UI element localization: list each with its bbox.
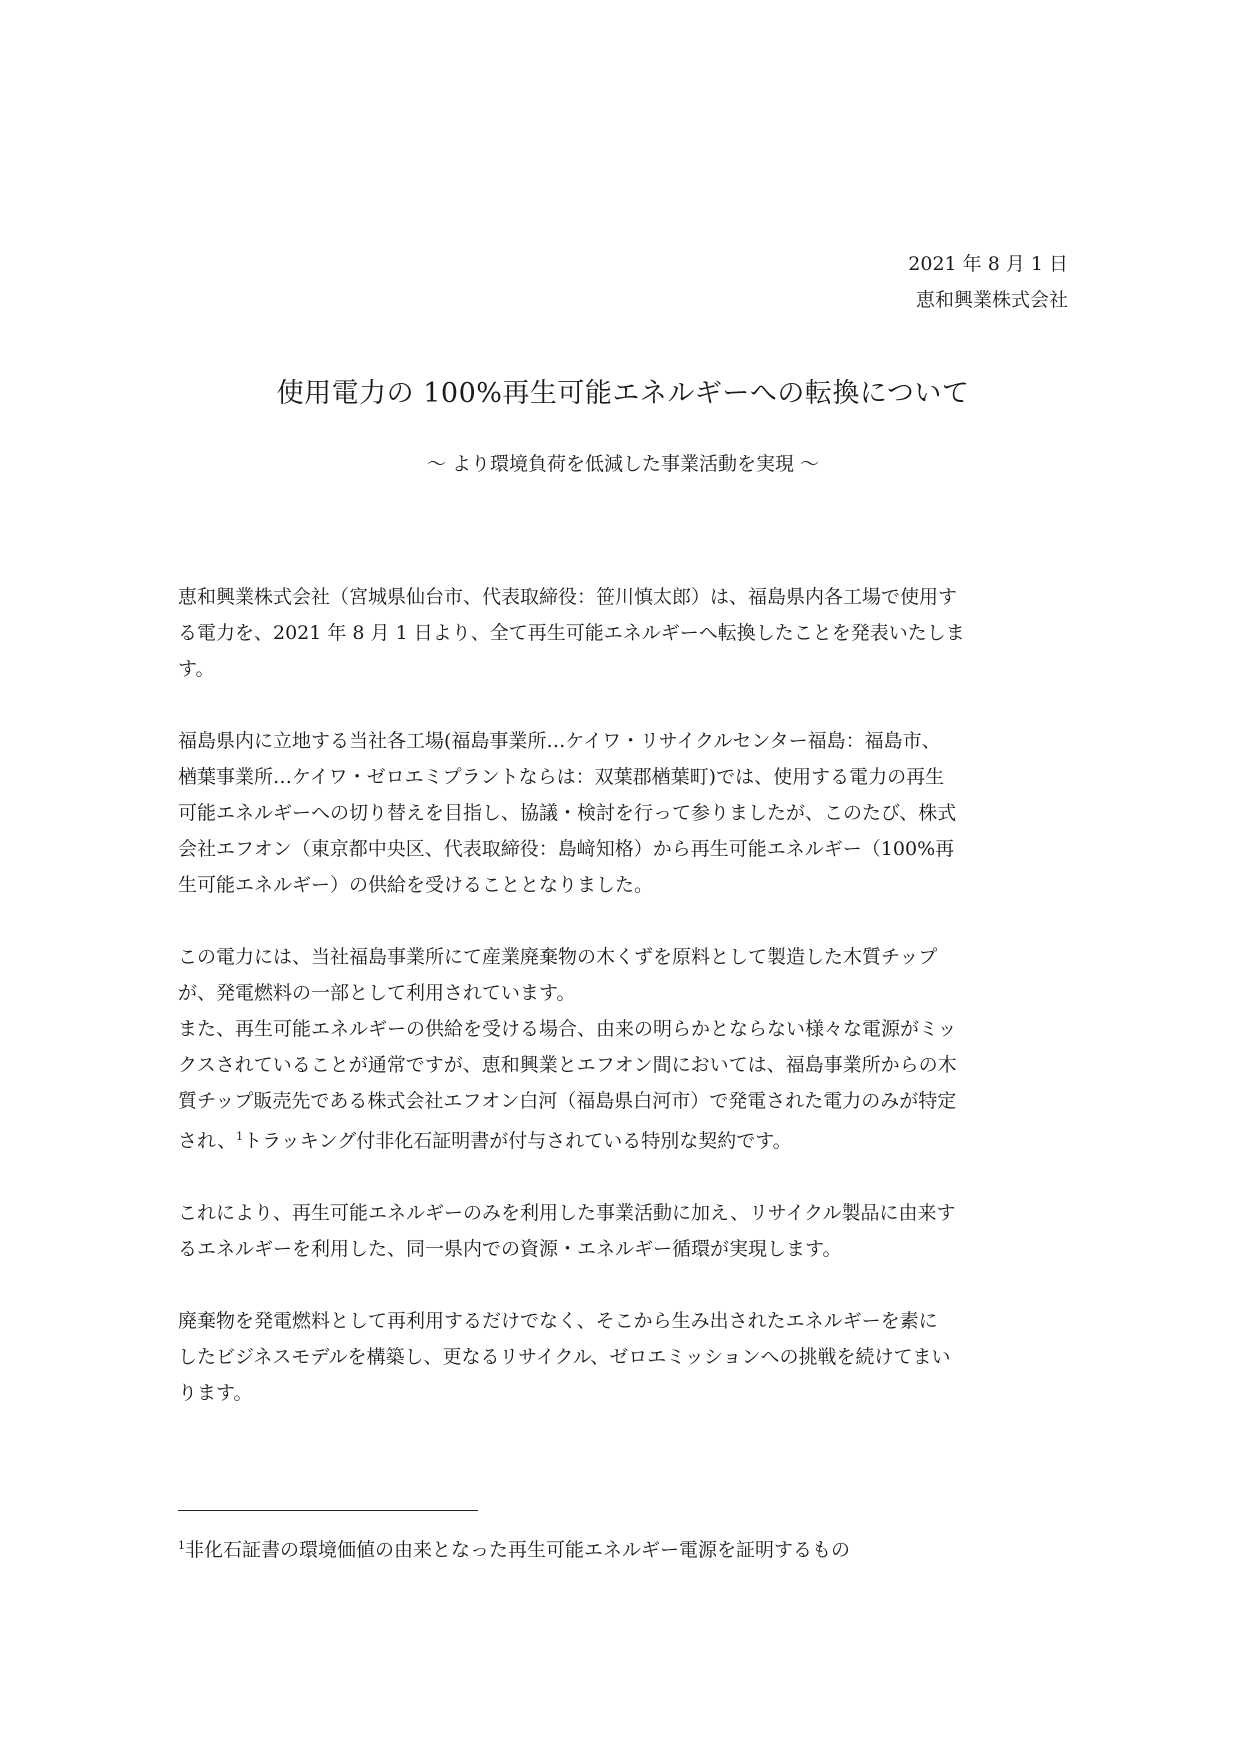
line-prefix: され、 xyxy=(178,1130,237,1152)
document-header xyxy=(908,246,1068,318)
paragraph-closing xyxy=(178,1303,1068,1411)
paragraph-details xyxy=(178,939,1068,1159)
text-line: クスされていることが通常ですが、恵和興業とエフオン間においては、福島事業所からの木 xyxy=(178,1054,957,1076)
text-line: 楢葉事業所…ケイワ・ゼロエミプラントならは：双葉郡楢葉町)では、使用する電力の再生 xyxy=(178,766,945,788)
document-page xyxy=(178,0,1068,1755)
paragraph-result xyxy=(178,1195,1068,1267)
company-name: 恵和興業株式会社 xyxy=(915,289,1068,311)
footnote-number: 1 xyxy=(178,1539,185,1552)
text-line: 質チップ販売先である株式会社エフオン白河（福島県白河市）で発電された電力のみが特定 xyxy=(178,1090,957,1112)
text-line: ります。 xyxy=(178,1382,253,1404)
text-line-with-footnote xyxy=(178,1119,1068,1159)
text-line: る電力を、2021 年 8 月 1 日より、全て再生可能エネルギーへ転換したことを発表いたしま xyxy=(178,622,965,644)
issue-date: 2021 年 8 月 1 日 xyxy=(908,253,1068,275)
text-line: 廃棄物を発電燃料として再利用するだけでなく、そこから生み出されたエネルギーを素に xyxy=(178,1310,938,1332)
document-body xyxy=(178,579,1068,1447)
text-line: す。 xyxy=(178,658,215,680)
paragraph-announcement xyxy=(178,579,1068,687)
text-line: 福島県内に立地する当社各工場(福島事業所…ケイワ・リサイクルセンター福島：福島市、 xyxy=(178,730,941,752)
text-line: 会社エフオン（東京都中央区、代表取締役：島﨑知格）から再生可能エネルギー（100%再 xyxy=(178,838,955,860)
footnote-reference: 1 xyxy=(236,1130,244,1143)
text-line: 恵和興業株式会社（宮城県仙台市、代表取締役：笹川慎太郎）は、福島県内各工場で使用す xyxy=(178,586,958,608)
text-line: したビジネスモデルを構築し、更なるリサイクル、ゼロエミッションへの挑戦を続けてまい xyxy=(178,1346,951,1368)
document-subtitle: ～ より環境負荷を低減した事業活動を実現 ～ xyxy=(426,453,820,475)
paragraph-background xyxy=(178,723,1068,903)
text-line: 可能エネルギーへの切り替えを目指し、協議・検討を行って参りましたが、このたび、株式 xyxy=(178,802,957,824)
text-line: るエネルギーを利用した、同一県内での資源・エネルギー循環が実現します。 xyxy=(178,1238,842,1260)
document-title: 使用電力の 100%再生可能エネルギーへの転換について xyxy=(276,378,970,409)
text-line: 生可能エネルギー）の供給を受けることとなりました。 xyxy=(178,874,654,896)
line-rest: トラッキング付非化石証明書が付与されている特別な契約です。 xyxy=(243,1130,792,1152)
text-line: が、発電燃料の一部として利用されています。 xyxy=(178,982,576,1004)
footnote-text: 非化石証書の環境価値の由来となった再生可能エネルギー電源を証明するもの xyxy=(185,1539,851,1561)
footnote xyxy=(178,1531,850,1565)
text-line: この電力には、当社福島事業所にて産業廃棄物の木くずを原料として製造した木質チップ xyxy=(178,946,938,968)
footnote-divider xyxy=(178,1510,478,1511)
text-line: これにより、再生可能エネルギーのみを利用した事業活動に加え、リサイクル製品に由来す xyxy=(178,1202,956,1224)
text-line: また、再生可能エネルギーの供給を受ける場合、由来の明らかとならない様々な電源がミッ xyxy=(178,1018,957,1040)
